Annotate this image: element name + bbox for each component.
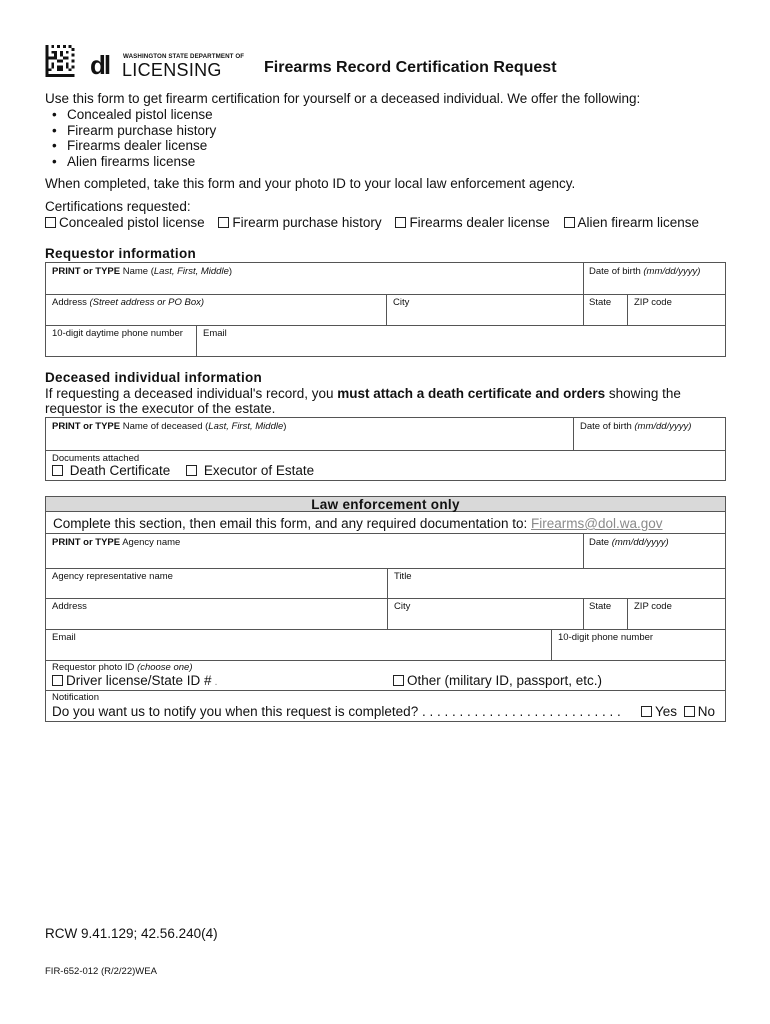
notify-no-option[interactable]: No xyxy=(684,704,715,719)
checkbox[interactable] xyxy=(45,217,56,228)
agency-zip-field[interactable]: ZIP code xyxy=(634,601,672,612)
checkbox[interactable] xyxy=(52,465,63,476)
list-item: • Concealed pistol license xyxy=(52,107,216,123)
cert-option-concealed[interactable]: Concealed pistol license xyxy=(45,215,205,230)
law-instructions: Complete this section, then email this form, and any required documentation to: Firearms@dol.wa.gov xyxy=(53,516,663,531)
requestor-name-field[interactable]: PRINT or TYPE Name (Last, First, Middle) xyxy=(52,266,233,277)
requestor-email-field[interactable]: Email xyxy=(203,328,227,339)
instructions: When completed, take this form and your photo ID to your local law enforcement agency. xyxy=(45,176,576,191)
list-item: • Alien firearms license xyxy=(52,154,216,170)
requestor-section xyxy=(45,262,726,357)
requestor-state-field[interactable]: State xyxy=(589,297,612,308)
cert-option-dealer[interactable]: Firearms dealer license xyxy=(395,215,549,230)
law-heading: Law enforcement only xyxy=(311,497,460,512)
requestor-zip-field[interactable]: ZIP code xyxy=(634,297,672,308)
checkbox[interactable] xyxy=(393,675,404,686)
deceased-note-line2: requestor is the executor of the estate. xyxy=(45,401,276,416)
notify-options xyxy=(641,704,715,720)
id-option-other[interactable]: Other (military ID, passport, etc.) xyxy=(393,673,602,689)
list-item: • Firearm purchase history xyxy=(52,123,216,139)
documents-attached-label: Documents attached xyxy=(52,453,140,464)
logo-dept-line: WASHINGTON STATE DEPARTMENT OF xyxy=(123,53,245,60)
checkbox[interactable] xyxy=(641,706,652,717)
logo-licensing: LICENSING xyxy=(122,60,222,80)
deceased-heading: Deceased individual information xyxy=(45,370,263,385)
cert-option-alien[interactable]: Alien firearm license xyxy=(564,215,700,230)
notify-yes-option[interactable]: Yes xyxy=(641,704,677,719)
doc-option-death-certificate[interactable]: Death Certificate xyxy=(52,463,170,478)
agency-name-field[interactable]: PRINT or TYPE Agency name xyxy=(52,537,181,548)
requestor-dob-field[interactable]: Date of birth (mm/dd/yyyy) xyxy=(589,266,701,277)
id-option-driver-license[interactable]: Driver license/State ID # . xyxy=(52,673,217,691)
deceased-dob-field[interactable]: Date of birth (mm/dd/yyyy) xyxy=(580,421,692,432)
certifications-label: Certifications requested: xyxy=(45,199,191,214)
barcode-icon xyxy=(45,45,75,77)
doc-option-executor[interactable]: Executor of Estate xyxy=(186,463,314,478)
agency-state-field[interactable]: State xyxy=(589,601,612,612)
checkbox[interactable] xyxy=(395,217,406,228)
intro-text: Use this form to get firearm certification for yourself or a deceased individual. We offer the following: xyxy=(45,91,641,106)
document-options xyxy=(52,463,314,479)
checkbox[interactable] xyxy=(218,217,229,228)
requestor-phone-field[interactable]: 10-digit daytime phone number xyxy=(52,328,183,339)
notify-question: Do you want us to notify you when this request is completed? . . . . . . . . . . . . . . . . . . . . . . . . . . . xyxy=(52,704,621,719)
deceased-section xyxy=(45,417,726,481)
form-id: FIR-652-012 (R/2/22)WEA xyxy=(45,966,157,977)
list-item: • Firearms dealer license xyxy=(52,138,216,154)
rep-title-field[interactable]: Title xyxy=(394,571,412,582)
checkbox[interactable] xyxy=(684,706,695,717)
checkbox[interactable] xyxy=(564,217,575,228)
agency-address-field[interactable]: Address xyxy=(52,601,87,612)
notification-label: Notification xyxy=(52,692,99,703)
agency-rep-name-field[interactable]: Agency representative name xyxy=(52,571,173,582)
logo-mark: dl xyxy=(90,50,110,80)
photo-id-label: Requestor photo ID (choose one) xyxy=(52,662,193,673)
checkbox[interactable] xyxy=(52,675,63,686)
law-enforcement-section xyxy=(45,496,726,722)
checkbox[interactable] xyxy=(186,465,197,476)
law-date-field[interactable]: Date (mm/dd/yyyy) xyxy=(589,537,669,548)
deceased-note: If requesting a deceased individual's record, you must attach a death certificate and orders showing the xyxy=(45,386,681,401)
agency-city-field[interactable]: City xyxy=(394,601,411,612)
certification-options xyxy=(45,215,699,231)
agency-email-field[interactable]: Email xyxy=(52,632,76,643)
requestor-heading: Requestor information xyxy=(45,246,197,261)
cert-option-purchase-history[interactable]: Firearm purchase history xyxy=(218,215,381,230)
agency-phone-field[interactable]: 10-digit phone number xyxy=(558,632,654,643)
offer-list xyxy=(52,107,216,169)
deceased-name-field[interactable]: PRINT or TYPE Name of deceased (Last, First, Middle) xyxy=(52,421,287,432)
requestor-city-field[interactable]: City xyxy=(393,297,410,308)
requestor-address-field[interactable]: Address (Street address or PO Box) xyxy=(52,297,205,308)
dol-logo xyxy=(90,50,245,80)
email-link[interactable]: Firearms@dol.wa.gov xyxy=(531,516,663,531)
page-title: Firearms Record Certification Request xyxy=(264,59,557,76)
rcw-reference: RCW 9.41.129; 42.56.240(4) xyxy=(45,926,218,941)
